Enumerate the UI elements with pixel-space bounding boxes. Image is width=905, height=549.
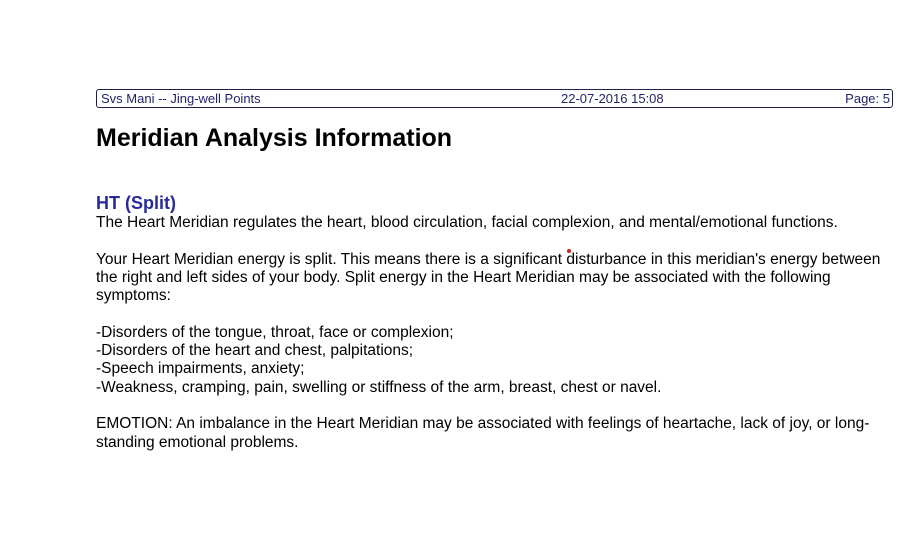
page-title: Meridian Analysis Information [96, 124, 453, 152]
emotion-description: EMOTION: An imbalance in the Heart Meridian may be associated with feelings of heartache, lack of joy, or long-standing emotional problems. [96, 415, 870, 451]
header-document-title: Svs Mani -- Jing-well Points [101, 91, 261, 106]
meridian-section [96, 192, 896, 470]
section-intro: The Heart Meridian regulates the heart, blood circulation, facial complexion, and mental/emotional functions. [96, 214, 838, 231]
energy-description: Your Heart Meridian energy is split. This means there is a significant disturbance in this meridian's energy between the right and left sides of your body. Split energy in the Heart Meridian may be associated with the following symptoms: [96, 250, 881, 305]
header-page-number: Page: 5 [845, 91, 890, 106]
symptom-list [96, 324, 896, 397]
section-heading: HT (Split) [96, 193, 176, 213]
header-timestamp: 22-07-2016 15:08 [561, 91, 664, 106]
list-item: -Weakness, cramping, pain, swelling or stiffness of the arm, breast, chest or navel. [96, 378, 662, 396]
list-item: -Disorders of the tongue, throat, face or complexion; [96, 323, 454, 341]
list-item: -Disorders of the heart and chest, palpitations; [96, 342, 414, 360]
page-header [96, 89, 893, 108]
list-item: -Speech impairments, anxiety; [96, 360, 305, 378]
